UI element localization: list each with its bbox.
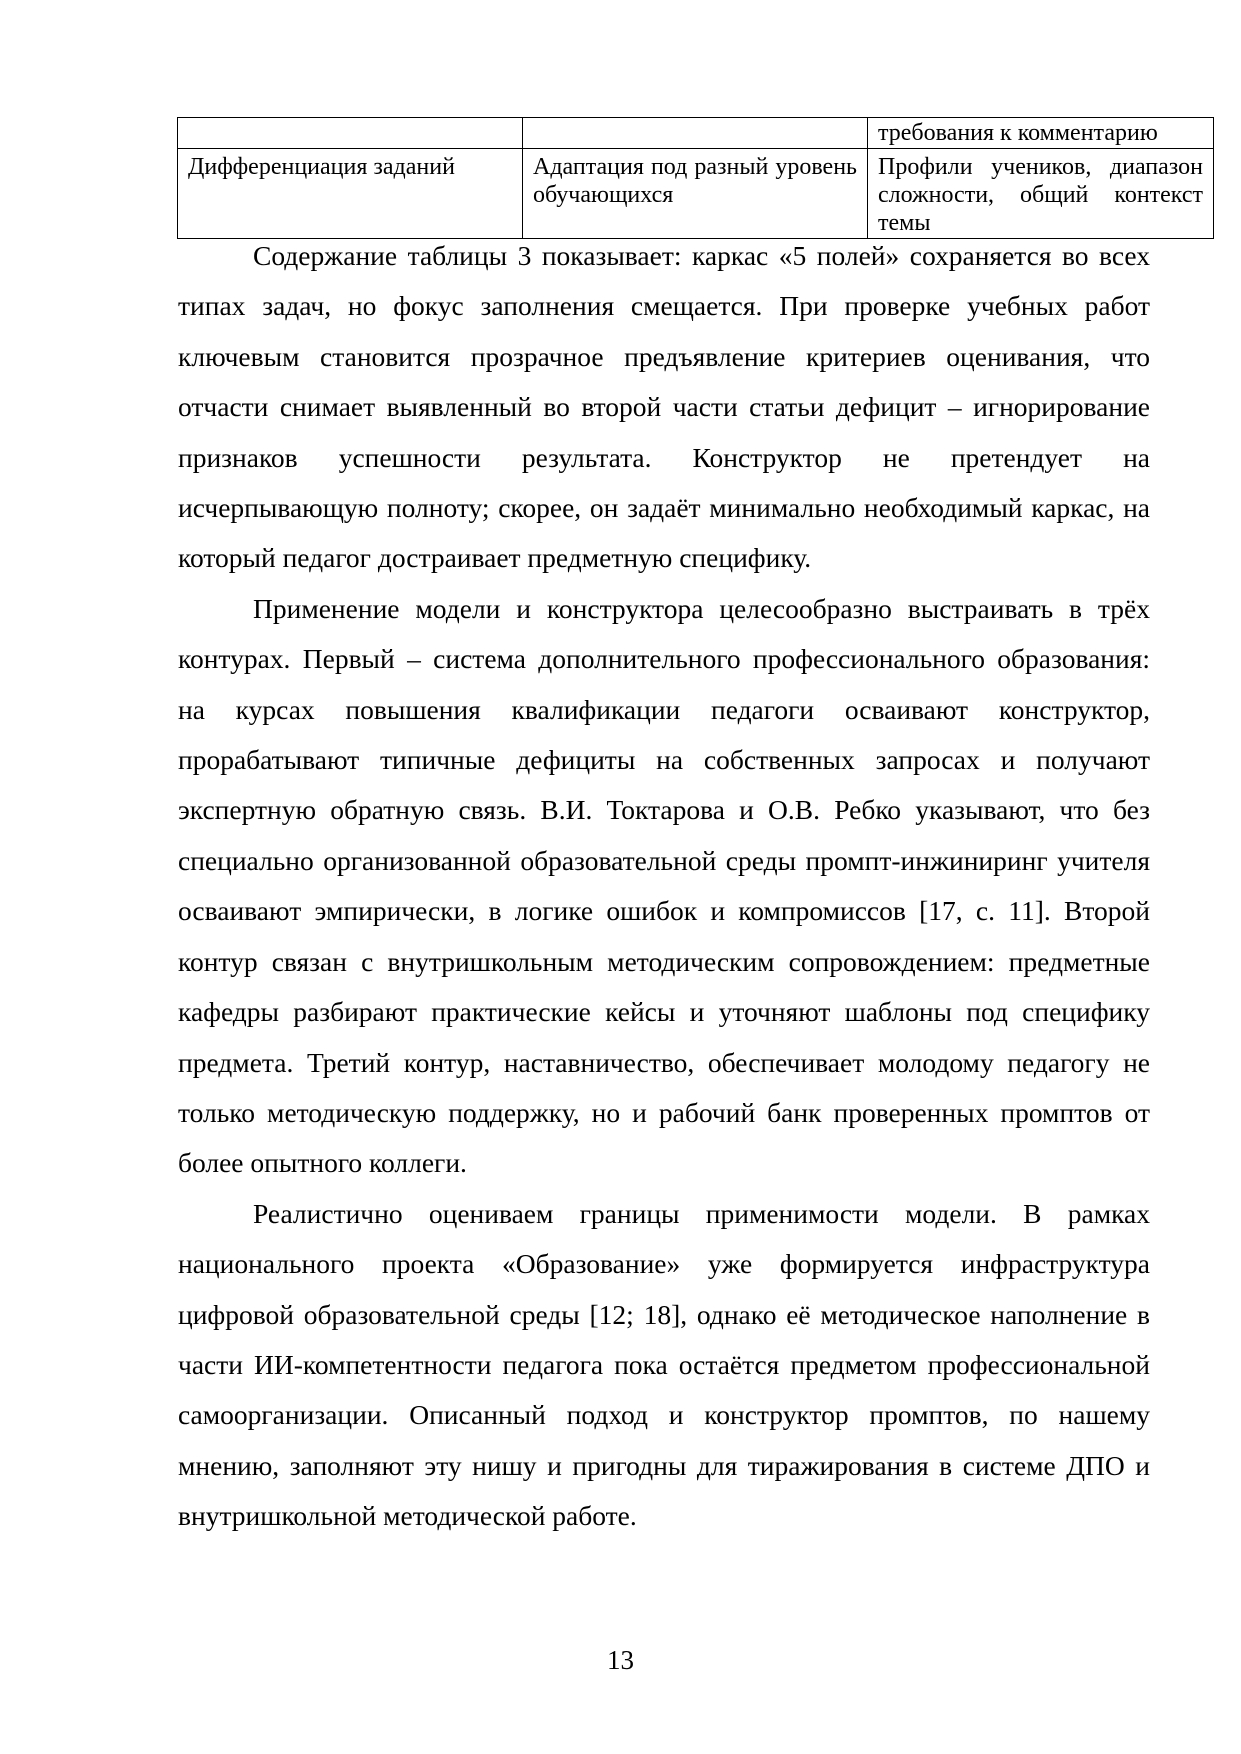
prompt-constructor-table bbox=[177, 117, 1214, 239]
table-row bbox=[178, 149, 1214, 239]
paragraph: Содержание таблицы 3 показывает: каркас «5 полей» сохраняется во всех типах задач, но фокус заполнения смещается. При проверке учебных работ ключевым становится прозрачное предъявление критериев оценивания, что отчасти снимает выявленный во второй части статьи дефицит – игнорирование признаков успешности результата. Конструктор не претендует на исчерпывающую полноту; скорее, он задаёт минимально необходимый каркас, на который педагог достраивает предметную специфику. bbox=[178, 240, 1150, 574]
table-cell: Дифференциация заданий bbox=[178, 149, 523, 239]
table-cell bbox=[523, 118, 868, 149]
paragraph: Применение модели и конструктора целесообразно выстраивать в трёх контурах. Первый – система дополнительного профессионального образования: на курсах повышения квалификации педагоги осваивают конструктор, прорабатывают типичные дефициты на собственных запросах и получают экспертную обратную связь. В.И. Токтарова и О.В. Ребко указывают, что без специально организованной образовательной среды промпт-инжиниринг учителя осваивают эмпирически, в логике ошибок и компромиссов [17, с. 11]. Второй контур связан с внутришкольным методическим сопровождением: предметные кафедры разбирают практические кейсы и уточняют шаблоны под специфику предмета. Третий контур, наставничество, обеспечивает молодому педагогу не только методическую поддержку, но и рабочий банк проверенных промптов от более опытного коллеги. bbox=[178, 592, 1150, 1179]
table-cell bbox=[178, 118, 523, 149]
body-text bbox=[178, 231, 1150, 1542]
table-cell: Профили учеников, диапазон сложности, общий контекст темы bbox=[868, 149, 1214, 239]
table-cell: Адаптация под разный уровень обучающихся bbox=[523, 149, 868, 239]
table-cell: требования к комментарию bbox=[868, 118, 1214, 149]
page-number: 13 bbox=[607, 1645, 634, 1675]
paragraph: Реалистично оцениваем границы применимости модели. В рамках национального проекта «Образование» уже формируется инфраструктура цифровой образовательной среды [12; 18], однако её методическое наполнение в части ИИ-компетентности педагога пока остаётся предметом профессиональной самоорганизации. Описанный подход и конструктор промптов, по нашему мнению, заполняют эту нишу и пригодны для тиражирования в системе ДПО и внутришкольной методической работе. bbox=[178, 1197, 1150, 1532]
table-row bbox=[178, 118, 1214, 149]
